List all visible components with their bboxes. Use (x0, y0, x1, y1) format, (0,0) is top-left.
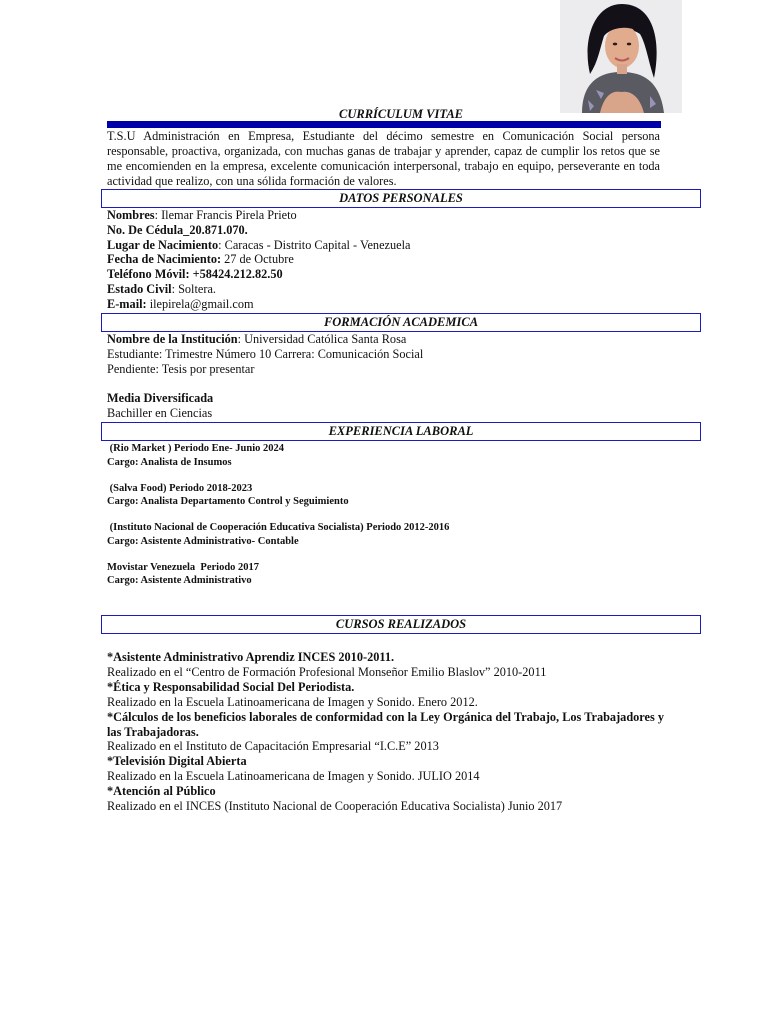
course-item (107, 710, 667, 755)
institution-line: Nombre de la Institución: Universidad Católica Santa Rosa (107, 332, 407, 346)
experience-company: Movistar Venezuela Periodo 2017 (107, 561, 260, 573)
course-item (107, 754, 667, 784)
course-item (107, 650, 667, 680)
experience-company: (Rio Market ) Periodo Ene- Junio 2024 (107, 443, 285, 454)
course-detail: Realizado en el “Centro de Formación Profesional Monseñor Emilio Blaslov” 2010-2011 (107, 664, 547, 679)
education-block (107, 332, 667, 421)
course-detail: Realizado en la Escuela Latinoamericana de Imagen y Sonido. Enero 2012. (107, 694, 478, 709)
course-title: *Ética y Responsabilidad Social Del Periodista. (107, 679, 355, 694)
course-item (107, 680, 667, 710)
name-line: Nombres: Ilemar Francis Pirela Prieto (107, 208, 297, 222)
secondary-title: Media Diversificada (107, 391, 214, 406)
secondary-degree: Bachiller en Ciencias (107, 405, 213, 420)
experience-company: (Instituto Nacional de Cooperación Educativa Socialista) Periodo 2012-2016 (107, 522, 450, 533)
id-line: No. De Cédula_20.871.070. (107, 222, 248, 237)
student-line: Estudiante: Trimestre Número 10 Carrera: Comunicación Social (107, 346, 424, 361)
course-title: *Asistente Administrativo Aprendiz INCES 2010-2011. (107, 650, 395, 664)
experience-company: (Salva Food) Periodo 2018-2023 (107, 482, 253, 494)
title-rule (107, 121, 661, 128)
course-detail: Realizado en la Escuela Latinoamericana de Imagen y Sonido. JULIO 2014 (107, 769, 480, 784)
birthdate-line: Fecha de Nacimiento: 27 de Octubre (107, 252, 294, 267)
experience-list (107, 442, 667, 600)
experience-role: Cargo: Analista Departamento Control y Seguimiento (107, 496, 349, 507)
courses-list (107, 650, 667, 814)
email-link: ilepirela@gmail.com (146, 296, 254, 311)
section-header-education: FORMACIÓN ACADEMICA (101, 313, 701, 332)
personal-data-block (107, 208, 667, 312)
experience-item (107, 521, 667, 548)
birthplace-line: Lugar de Nacimiento: Caracas - Distrito Capital - Venezuela (107, 237, 411, 252)
experience-item (107, 561, 667, 588)
section-header-courses: CURSOS REALIZADOS (101, 615, 701, 634)
phone-line: Teléfono Móvil: +58424.212.82.50 (107, 267, 283, 282)
experience-role: Cargo: Asistente Administrativo- Contable (107, 535, 299, 547)
email-line: E-mail: ilepirela@gmail.com (107, 296, 254, 311)
course-item (107, 784, 667, 814)
course-detail: Realizado en el Instituto de Capacitación Empresarial “I.C.E” 2013 (107, 739, 439, 754)
profile-photo (560, 0, 682, 113)
profile-summary: T.S.U Administración en Empresa, Estudiante del décimo semestre en Comunicación Social persona responsable, proactiva, organizada, con muchas ganas de trabajar y aprender, capaz de cumplir los retos que se me encomienden en la empresa, excelente comunicación interpersonal, trabajo en equipo, perseverante en toda actividad que realizo, con una sólida formación de valores. (107, 129, 660, 188)
experience-item (107, 482, 667, 509)
document-title: CURRÍCULUM VITAE (339, 107, 463, 121)
course-title: *Atención al Público (107, 784, 216, 799)
civil-status-line: Estado Civil: Soltera. (107, 281, 216, 296)
section-header-personal: DATOS PERSONALES (101, 189, 701, 208)
section-header-experience: EXPERIENCIA LABORAL (101, 422, 701, 441)
course-title: *Cálculos de los beneficios laborales de conformidad con la Ley Orgánica del Trabajo, Los Trabajadores y las Trabajadoras. (107, 709, 665, 739)
course-title: *Televisión Digital Abierta (107, 754, 247, 769)
pending-line: Pendiente: Tesis por presentar (107, 361, 255, 376)
experience-item (107, 442, 667, 469)
experience-role: Cargo: Asistente Administrativo (107, 575, 252, 586)
experience-role: Cargo: Analista de Insumos (107, 456, 232, 468)
course-detail: Realizado en el INCES (Instituto Nacional de Cooperación Educativa Socialista) Junio 2017 (107, 799, 563, 814)
